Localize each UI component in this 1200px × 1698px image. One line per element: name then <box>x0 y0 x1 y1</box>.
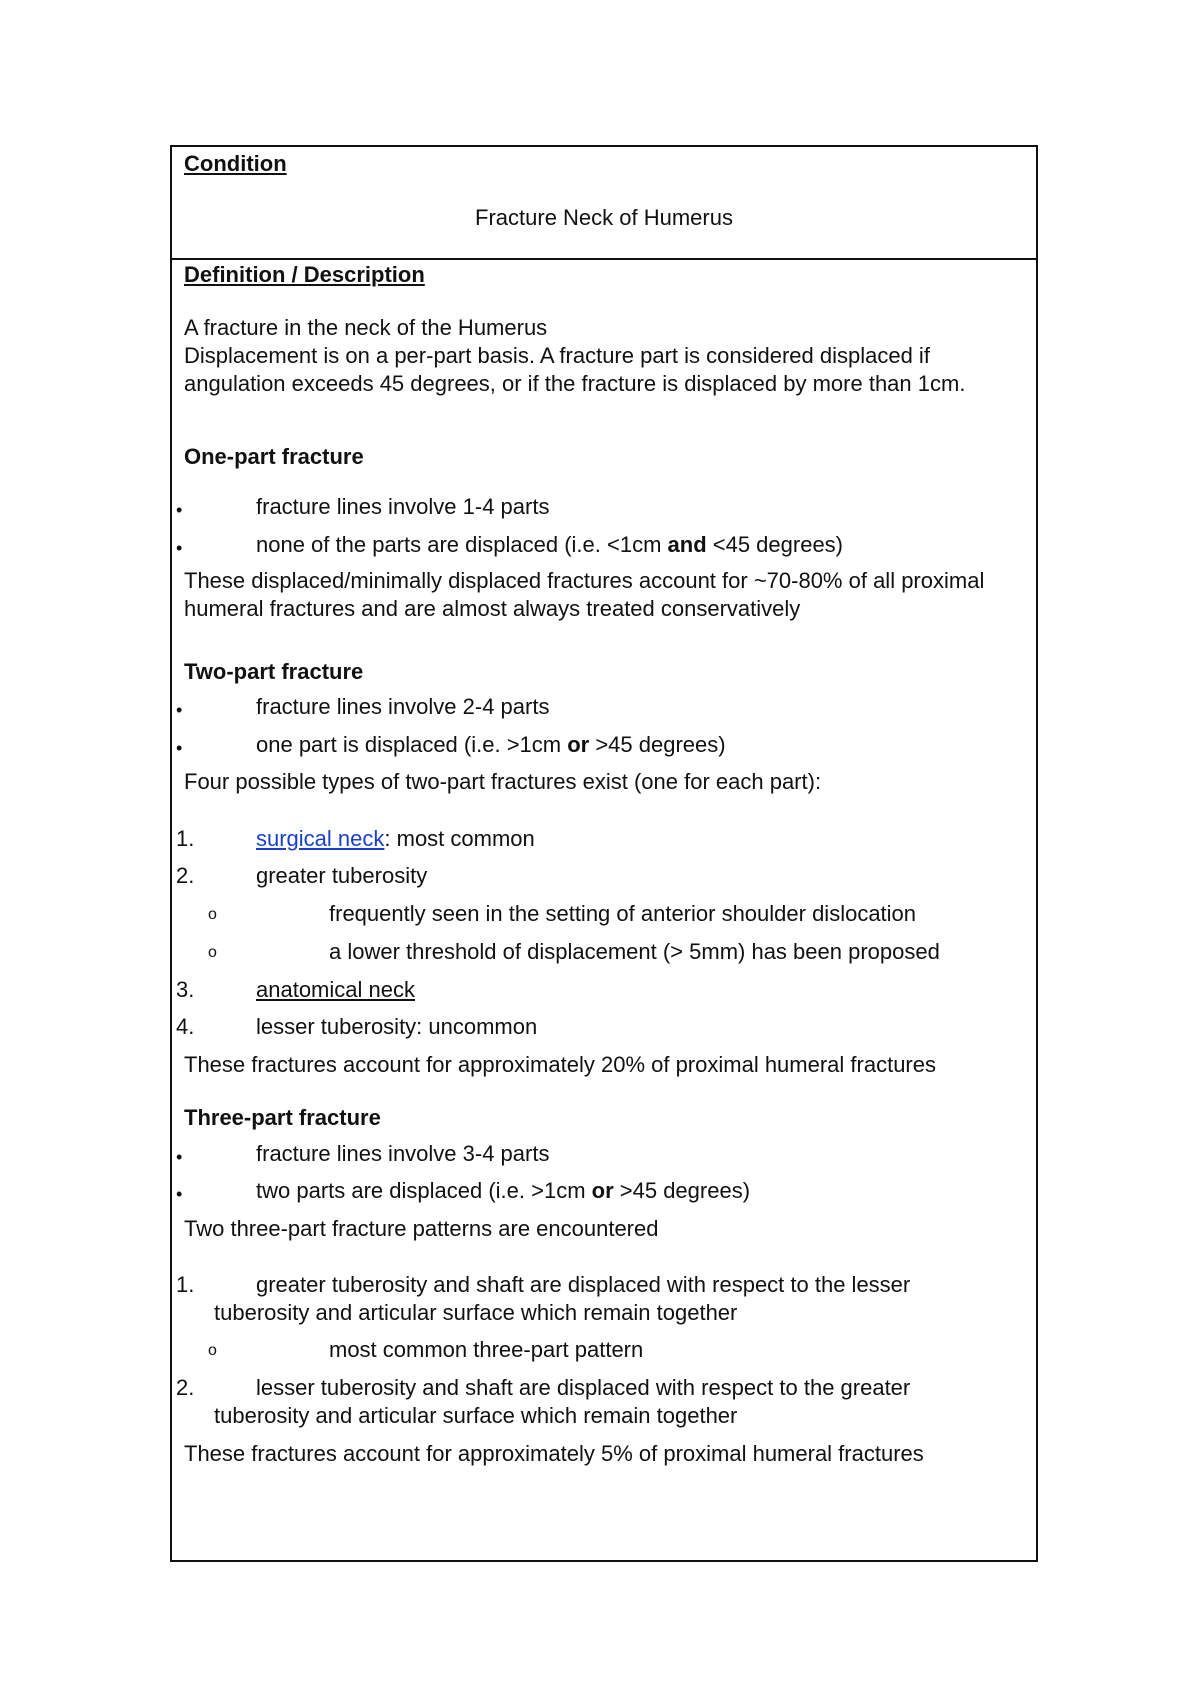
condition-heading: Condition <box>184 151 287 176</box>
three-part-title: Three-part fracture <box>184 1105 381 1130</box>
three-part-pattern-1-sub-1: most common three-part pattern <box>329 1337 644 1362</box>
three-part-pattern-2-line-1: lesser tuberosity and shaft are displaced with respect to the greater <box>256 1375 911 1400</box>
bullet-marker: • <box>176 738 183 758</box>
list-number: 1. <box>176 1272 195 1297</box>
two-part-item-3: anatomical neck <box>256 977 415 1002</box>
sub-bullet-marker: o <box>208 906 217 923</box>
two-part-item-2-sub-1: frequently seen in the setting of anterior shoulder dislocation <box>329 901 917 926</box>
two-part-title: Two-part fracture <box>184 659 364 684</box>
list-number: 3. <box>176 977 195 1002</box>
two-part-bullet-2: one part is displaced (i.e. >1cm or >45 degrees) <box>256 732 726 757</box>
two-part-item-2: greater tuberosity <box>256 863 428 888</box>
one-part-title: One-part fracture <box>184 444 364 469</box>
two-part-item-1: surgical neck: most common <box>256 826 535 851</box>
bullet-marker: • <box>176 1147 183 1167</box>
bullet-marker: • <box>176 700 183 720</box>
one-part-bullet-1: fracture lines involve 1-4 parts <box>256 494 550 519</box>
three-part-summary: These fractures account for approximately 5% of proximal humeral fractures <box>184 1441 924 1466</box>
one-part-bullet-2: none of the parts are displaced (i.e. <1cm and <45 degrees) <box>256 532 844 557</box>
three-part-patterns-intro: Two three-part fracture patterns are encountered <box>184 1216 659 1241</box>
bullet-marker: • <box>176 1184 183 1204</box>
definition-displacement: Displacement is on a per-part basis. A fracture part is considered displaced if angulation exceeds 45 degrees, or if the fracture is displaced by more than 1cm. <box>184 343 966 396</box>
surgical-neck-link[interactable]: surgical neck <box>256 826 385 851</box>
condition-table <box>170 145 1038 1562</box>
two-part-summary: These fractures account for approximately 20% of proximal humeral fractures <box>184 1052 936 1077</box>
list-number: 2. <box>176 1375 195 1400</box>
list-number: 4. <box>176 1014 195 1039</box>
two-part-item-4: lesser tuberosity: uncommon <box>256 1014 538 1039</box>
two-part-item-2-sub-2: a lower threshold of displacement (> 5mm) has been proposed <box>329 939 940 964</box>
list-number: 2. <box>176 863 195 888</box>
two-part-bullet-1: fracture lines involve 2-4 parts <box>256 694 550 719</box>
list-number: 1. <box>176 826 195 851</box>
three-part-pattern-1-line-1: greater tuberosity and shaft are displaced with respect to the lesser <box>256 1272 911 1297</box>
bullet-marker: • <box>176 538 183 558</box>
two-part-types-intro: Four possible types of two-part fractures exist (one for each part): <box>184 769 822 794</box>
sub-bullet-marker: o <box>208 944 217 961</box>
three-part-bullet-2: two parts are displaced (i.e. >1cm or >45 degrees) <box>256 1178 751 1203</box>
three-part-pattern-1-line-2: tuberosity and articular surface which remain together <box>214 1300 738 1325</box>
bullet-marker: • <box>176 500 183 520</box>
condition-cell <box>172 147 1036 260</box>
definition-intro: A fracture in the neck of the Humerus <box>184 315 548 340</box>
definition-heading: Definition / Description <box>184 262 425 287</box>
condition-value: Fracture Neck of Humerus <box>475 205 733 230</box>
one-part-summary: These displaced/minimally displaced fractures account for ~70-80% of all proximal humeral fractures and are almost always treated conservatively <box>184 568 985 621</box>
three-part-bullet-1: fracture lines involve 3-4 parts <box>256 1141 550 1166</box>
definition-cell <box>172 260 1036 1560</box>
sub-bullet-marker: o <box>208 1342 217 1359</box>
three-part-pattern-2-line-2: tuberosity and articular surface which remain together <box>214 1403 738 1428</box>
